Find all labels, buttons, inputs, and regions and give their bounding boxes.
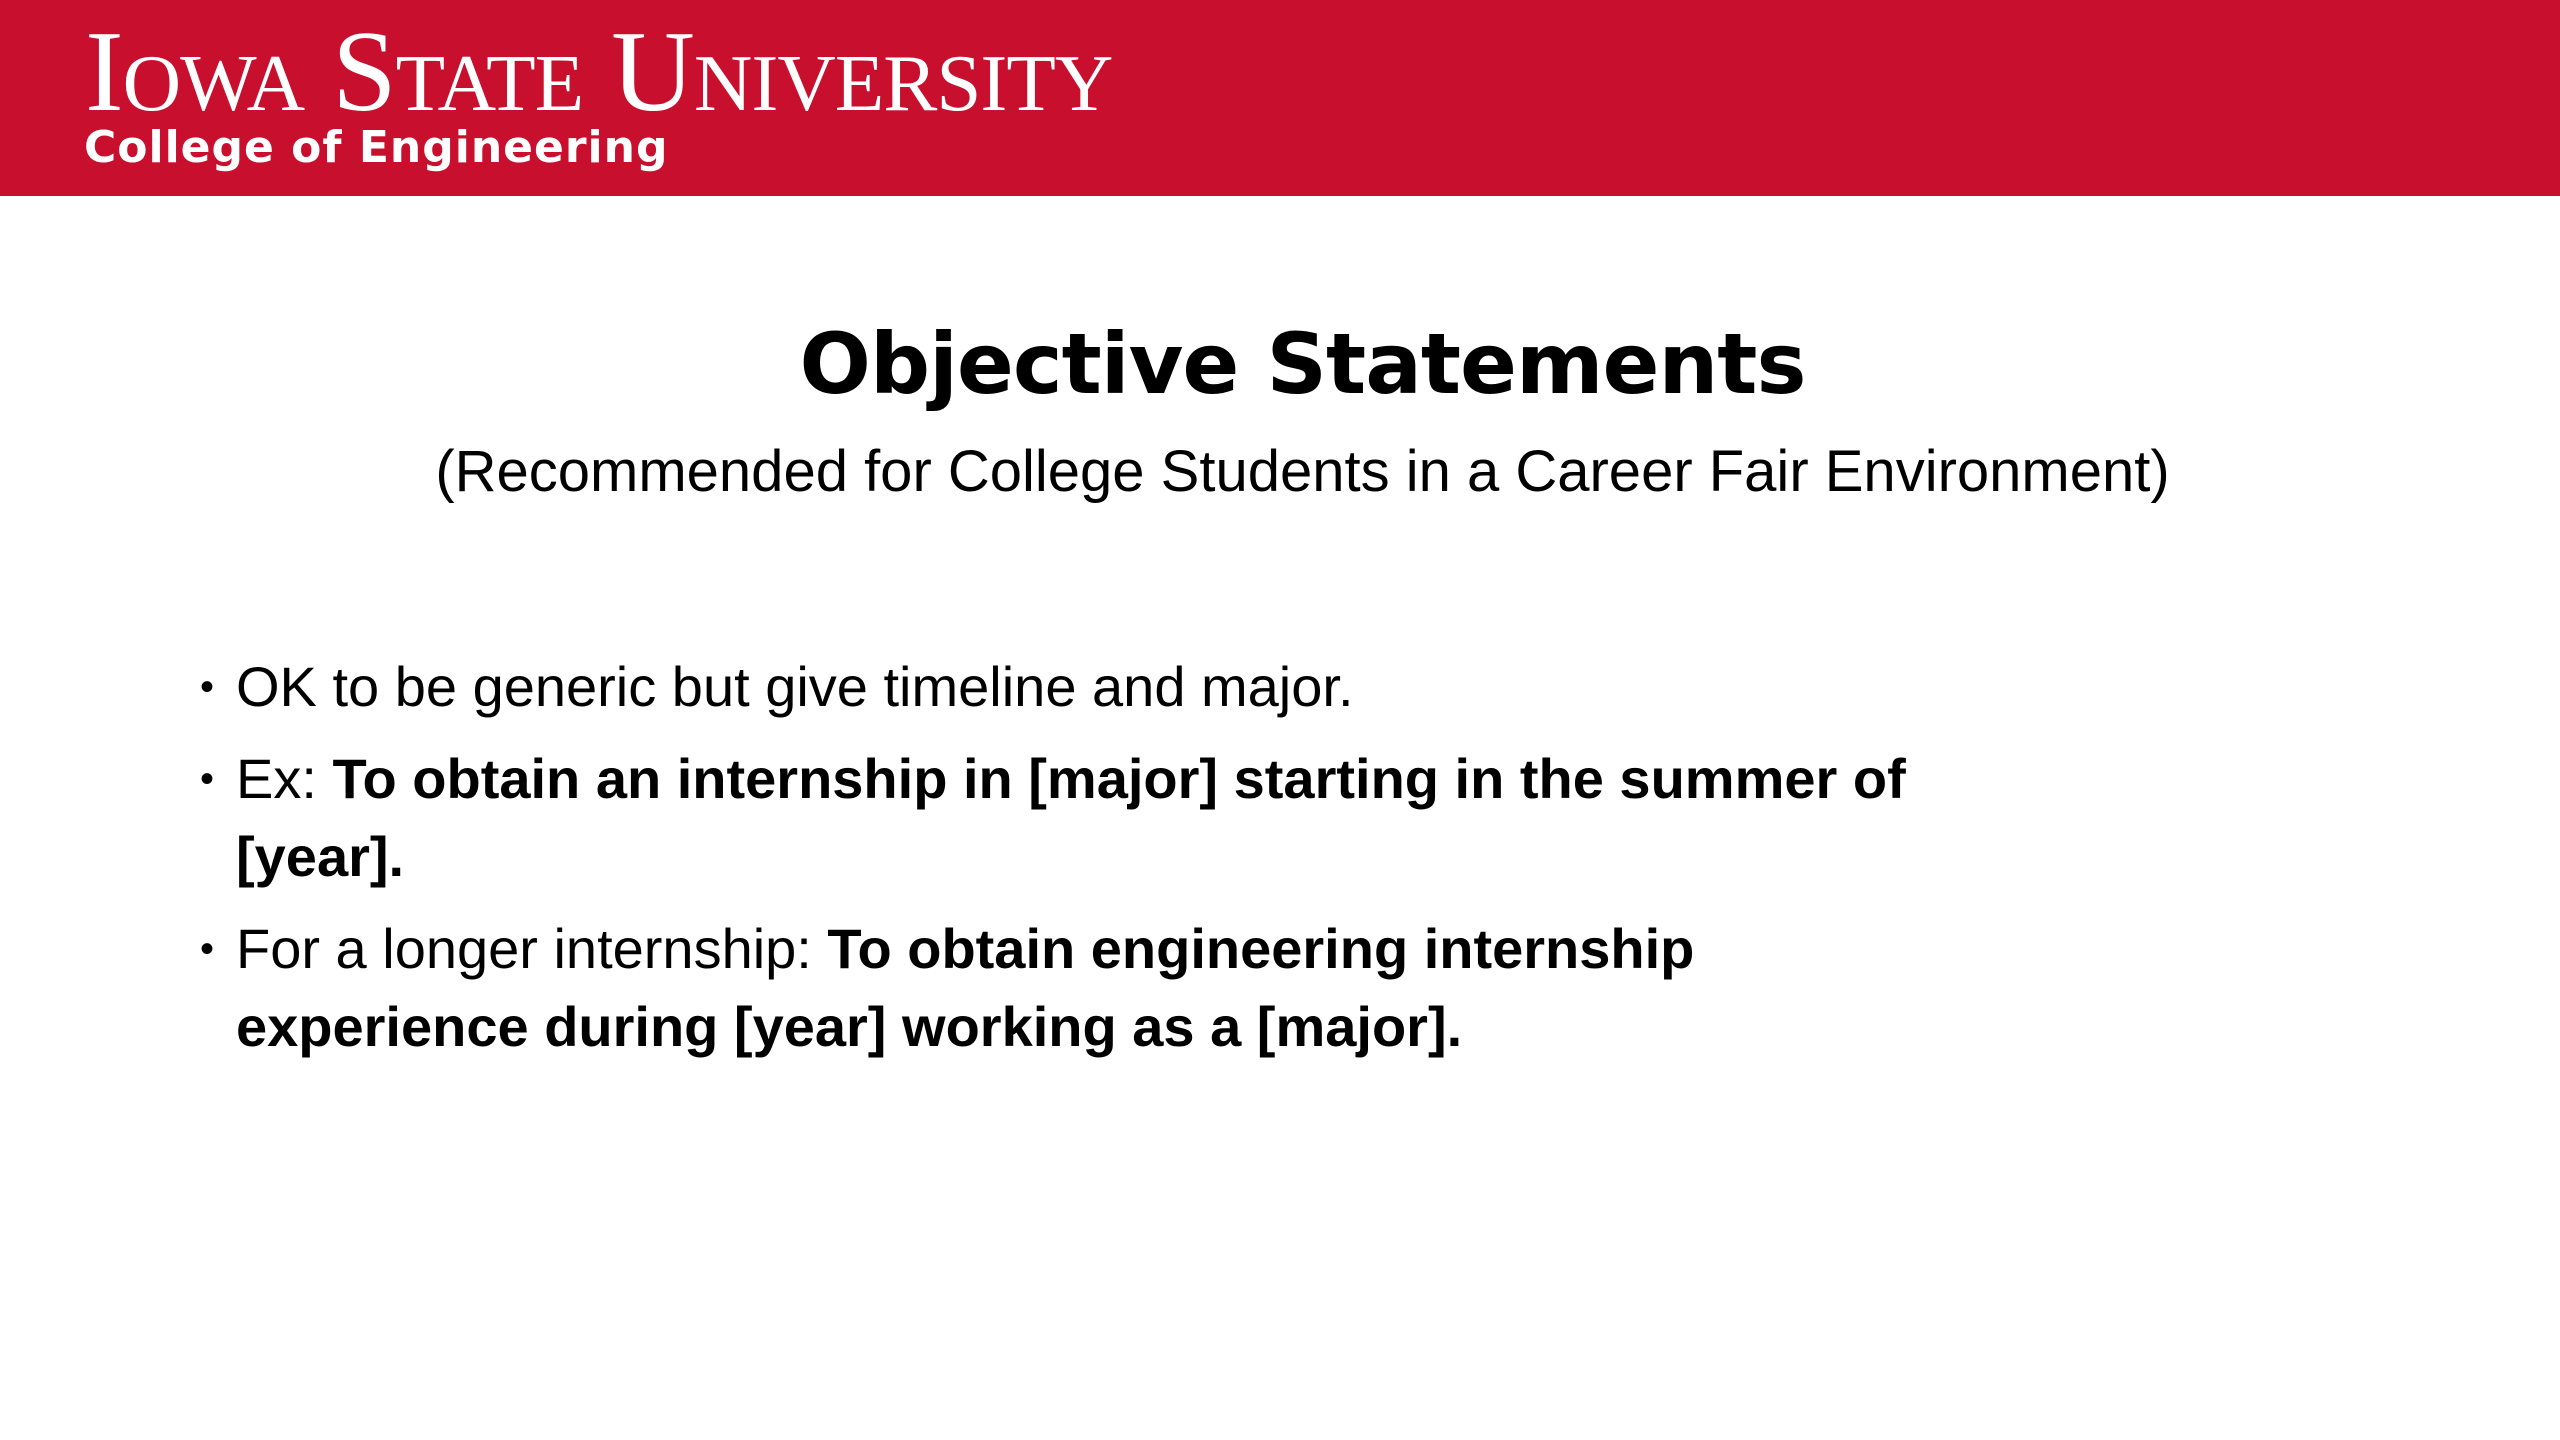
bullet-example-bold: To obtain an internship in [major] starting in the summer of	[332, 747, 1906, 810]
bullet-icon: •	[200, 665, 215, 709]
university-wordmark: Iowa State University	[85, 8, 1113, 136]
bullet-example-bold-cont: [year].	[236, 825, 405, 888]
bullet-text: OK to be generic but give timeline and major.	[236, 655, 1354, 718]
bullet-lead: For a longer internship:	[236, 917, 828, 980]
slide-title: Objective Statements	[799, 315, 1806, 413]
bullet-lead: Ex:	[236, 747, 333, 810]
bullet-item	[200, 740, 2000, 896]
header-banner	[0, 0, 2560, 196]
college-name: College of Engineering	[84, 122, 669, 173]
bullet-icon: •	[200, 927, 215, 971]
slide-subtitle: (Recommended for College Students in a Career Fair Environment)	[435, 439, 2170, 504]
bullet-list	[200, 648, 2000, 1080]
bullet-example-bold-cont: experience during [year] working as a [major].	[236, 995, 1463, 1058]
bullet-example-bold: To obtain engineering internship	[827, 917, 1695, 980]
bullet-item	[200, 648, 2000, 726]
bullet-item	[200, 910, 2000, 1066]
bullet-icon: •	[200, 757, 215, 801]
